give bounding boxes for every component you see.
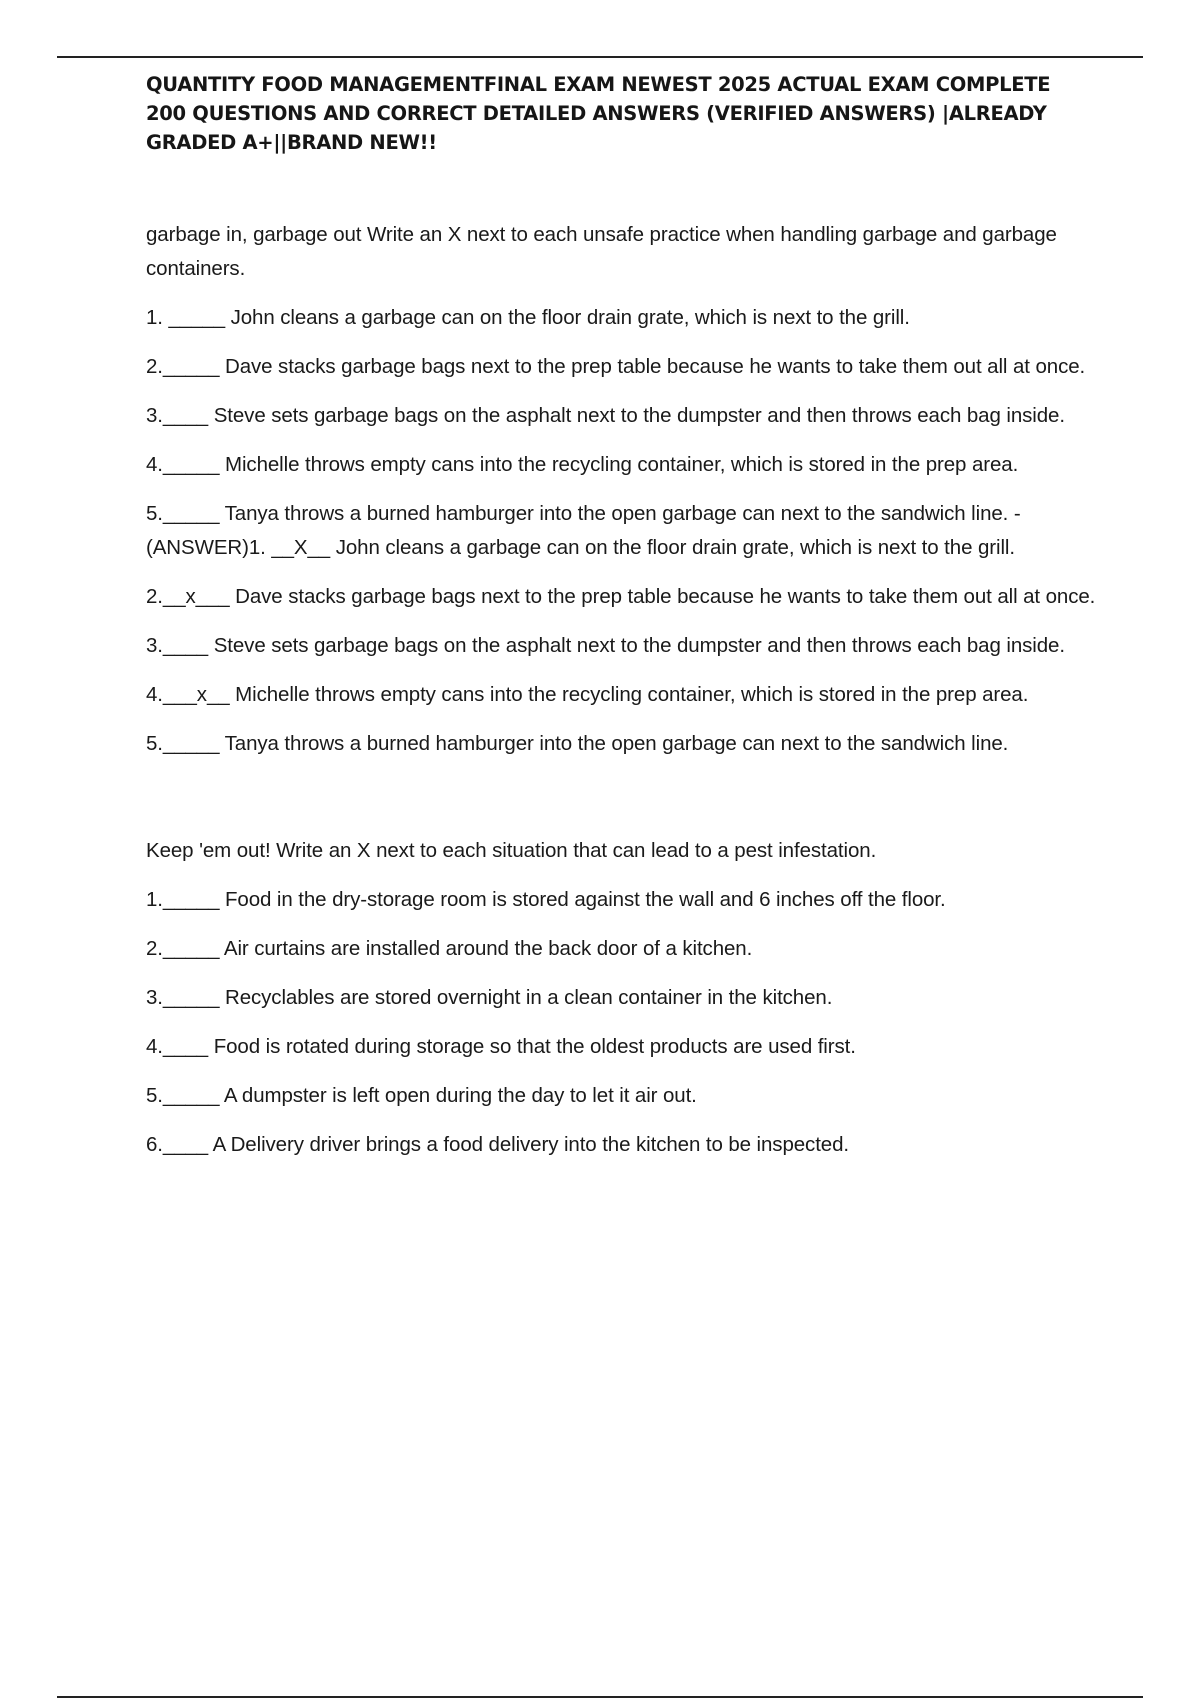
question-item: 4.____ Food is rotated during storage so that the oldest products are used first. [146,1035,856,1058]
question-prompt: garbage in, garbage out Write an X next to each unsafe practice when handling garbage and garbage containers. [146,223,1057,280]
section-spacer [146,776,1096,834]
answer-item: 5._____ Tanya throws a burned hamburger into the open garbage can next to the sandwich line. [146,732,1009,755]
question-item: 2._____ Dave stacks garbage bags next to the prep table because he wants to take them out all at once. [146,355,1086,378]
answer-item: 2.__x___ Dave stacks garbage bags next to the prep table because he wants to take them out all at once. [146,585,1096,608]
document-body [146,70,1096,1177]
question-item: 1._____ Food in the dry-storage room is stored against the wall and 6 inches off the floor. [146,888,946,911]
question-item: 3.____ Steve sets garbage bags on the asphalt next to the dumpster and then throws each bag inside. [146,404,1065,427]
document-title: QUANTITY FOOD MANAGEMENTFINAL EXAM NEWEST 2025 ACTUAL EXAM COMPLETE 200 QUESTIONS AND CORRECT DETAILED ANSWERS (VERIFIED ANSWERS) |ALREADY GRADED A+||BRAND NEW!! [146,73,1051,154]
question-item-with-answer: 5._____ Tanya throws a burned hamburger into the open garbage can next to the sandwich line. - (ANSWER)1. __X__ John cleans a garbage can on the floor drain grate, which is next to the grill. [146,502,1021,559]
top-divider [57,56,1143,58]
section-garbage [146,218,1096,761]
question-item: 6.____ A Delivery driver brings a food delivery into the kitchen to be inspected. [146,1133,849,1156]
section-pests [146,834,1096,1162]
question-item: 3._____ Recyclables are stored overnight in a clean container in the kitchen. [146,986,833,1009]
question-item: 2._____ Air curtains are installed around the back door of a kitchen. [146,937,753,960]
answer-item: 3.____ Steve sets garbage bags on the asphalt next to the dumpster and then throws each bag inside. [146,634,1065,657]
bottom-divider [57,1696,1143,1698]
question-item: 4._____ Michelle throws empty cans into the recycling container, which is stored in the prep area. [146,453,1019,476]
answer-item: 4.___x__ Michelle throws empty cans into the recycling container, which is stored in the prep area. [146,683,1029,706]
question-item: 5._____ A dumpster is left open during the day to let it air out. [146,1084,697,1107]
question-prompt: Keep 'em out! Write an X next to each situation that can lead to a pest infestation. [146,839,877,862]
question-item: 1. _____ John cleans a garbage can on the floor drain grate, which is next to the grill. [146,306,910,329]
